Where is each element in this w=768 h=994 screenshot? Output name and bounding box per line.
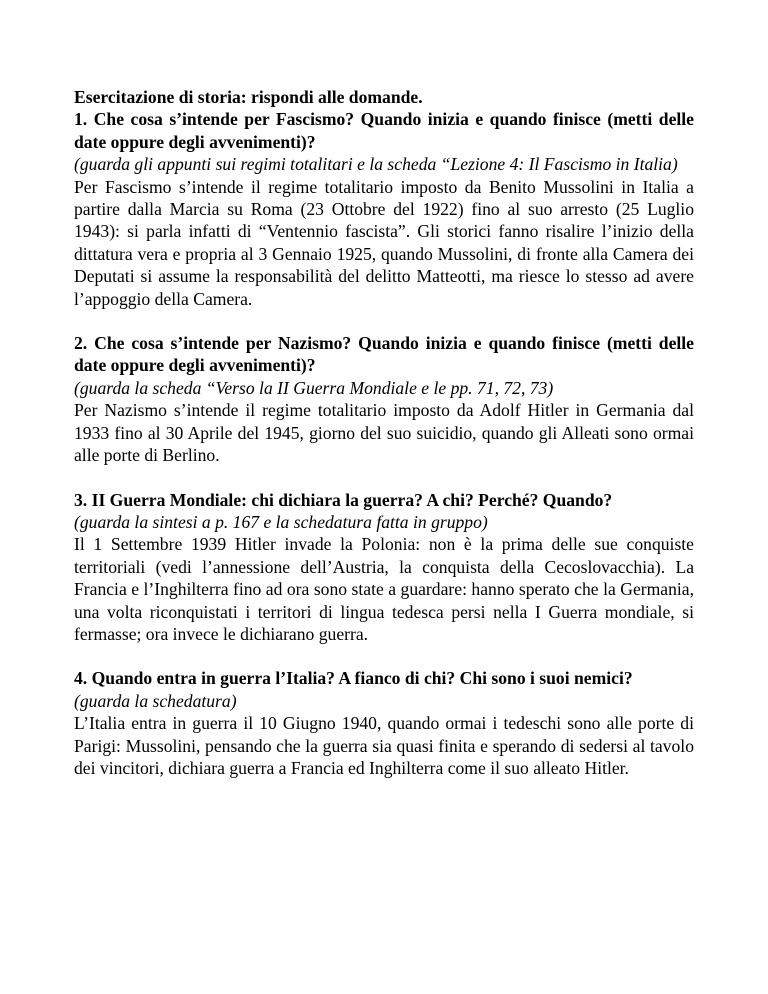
spacer	[74, 310, 694, 332]
spacer	[74, 467, 694, 489]
question-block-3	[74, 489, 694, 646]
document-page	[74, 86, 694, 779]
answer-3: Il 1 Settembre 1939 Hitler invade la Polonia: non è la prima delle sue conquiste territoriali (vedi l’annessione dell’Austria, la conquista della Cecoslovacchia). La Francia e l’Inghilterra fino ad ora sono state a guardare: hanno sperato che la Germania, una volta riconquistati i territori di lingua tedesca persi nella I Guerra mondiale, si fermasse; ora invece le dichiarano guerra.	[74, 534, 694, 644]
question-2: 2. Che cosa s’intende per Nazismo? Quando inizia e quando finisce (metti delle date oppure degli avvenimenti)?	[74, 333, 694, 376]
question-3: 3. II Guerra Mondiale: chi dichiara la guerra? A chi? Perché? Quando?	[74, 489, 613, 510]
question-block-2	[74, 332, 694, 466]
answer-1: Per Fascismo s’intende il regime totalitario imposto da Benito Mussolini in Italia a partire dalla Marcia su Roma (23 Ottobre del 1922) fino al suo arresto (25 Luglio 1943): si parla infatti di “Ventennio fascista”. Gli storici fanno risalire l’inizio della dittatura vera e propria al 3 Gennaio 1925, quando Mussolini, di fronte alla Camera dei Deputati si assume la responsabilità del delitto Matteotti, ma riesce lo stesso ad avere l’appoggio della Camera.	[74, 176, 694, 309]
answer-2: Per Nazismo s’intende il regime totalitario imposto da Adolf Hitler in Germania dal 1933 fino al 30 Aprile del 1945, giorno del suo suicidio, quando gli Alleati sono ormai alle porte di Berlino.	[74, 400, 694, 466]
question-block-4	[74, 667, 694, 779]
question-1: 1. Che cosa s’intende per Fascismo? Quando inizia e quando finisce (metti delle date oppure degli avvenimenti)?	[74, 109, 694, 152]
document-title: Esercitazione di storia: rispondi alle domande.	[74, 87, 423, 107]
answer-4: L’Italia entra in guerra il 10 Giugno 1940, quando ormai i tedeschi sono alle porte di Parigi: Mussolini, pensando che la guerra sia quasi finita e sperando di sedersi al tavolo dei vincitori, dichiara guerra a Francia ed Inghilterra come il suo alleato Hitler.	[74, 713, 694, 778]
question-4: 4. Quando entra in guerra l’Italia? A fianco di chi? Chi sono i suoi nemici?	[74, 668, 633, 689]
hint-3: (guarda la sintesi a p. 167 e la schedatura fatta in gruppo)	[74, 511, 488, 532]
hint-2: (guarda la scheda “Verso la II Guerra Mondiale e le pp. 71, 72, 73)	[74, 377, 554, 398]
question-block-1	[74, 108, 694, 310]
hint-1: (guarda gli appunti sui regimi totalitari e la scheda “Lezione 4: Il Fascismo in Italia)	[74, 154, 678, 175]
spacer	[74, 645, 694, 667]
hint-4: (guarda la schedatura)	[74, 690, 237, 711]
